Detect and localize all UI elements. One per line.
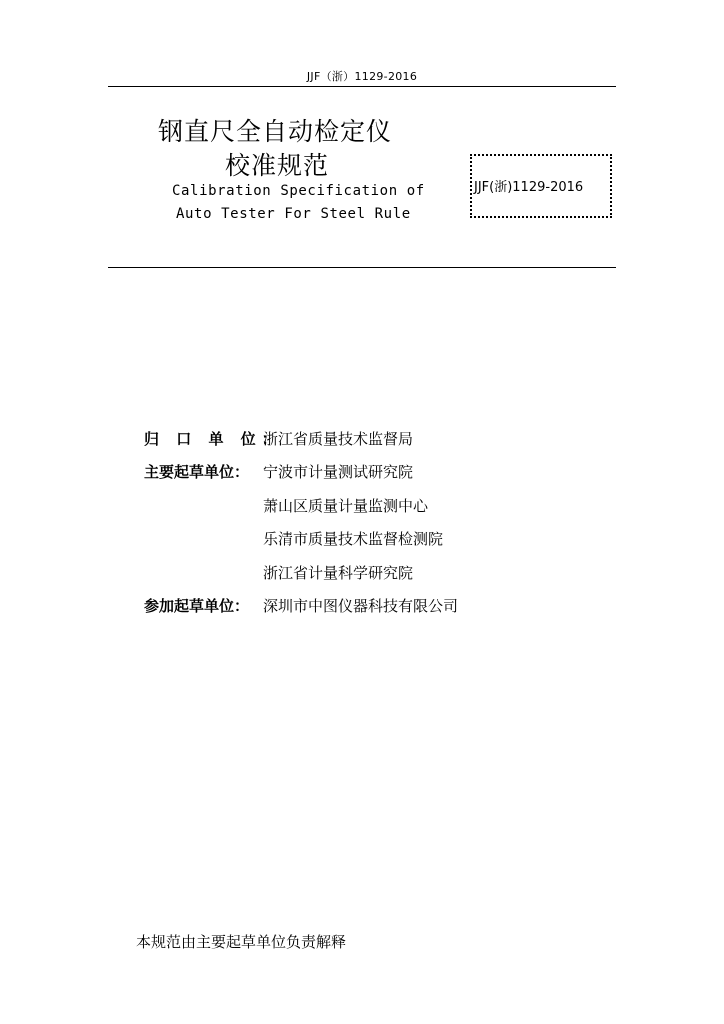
main-unit-value: 宁波市计量测试研究院 (263, 463, 414, 481)
participating-unit-value: 深圳市中图仪器科技有限公司 (263, 597, 459, 615)
title-separator-rule (108, 267, 616, 268)
interpretation-note: 本规范由主要起草单位负责解释 (136, 933, 347, 951)
document-title-zh: 钢直尺全自动检定仪 (158, 117, 393, 146)
header-rule (108, 86, 616, 87)
main-unit-label: 主要起草单位： (144, 463, 250, 481)
document-subtitle-zh: 校准规范 (225, 151, 330, 180)
main-unit-value: 浙江省计量科学研究院 (263, 564, 414, 582)
central-unit-value: 浙江省质量技术监督局 (263, 430, 414, 448)
header-standard-code: JJF（浙）1129-2016 (306, 70, 418, 83)
central-unit-label: 归 口 单 位： (144, 430, 283, 448)
standard-code-box (470, 154, 612, 218)
standard-code-text: JJF(浙)1129-2016 (474, 180, 584, 195)
main-unit-value: 萧山区质量计量监测中心 (263, 497, 429, 515)
main-unit-value: 乐清市质量技术监督检测院 (263, 530, 444, 548)
participating-unit-label: 参加起草单位： (144, 597, 250, 615)
document-title-en-line2: Auto Tester For Steel Rule (176, 206, 411, 222)
document-title-en-line1: Calibration Specification of (172, 183, 425, 199)
